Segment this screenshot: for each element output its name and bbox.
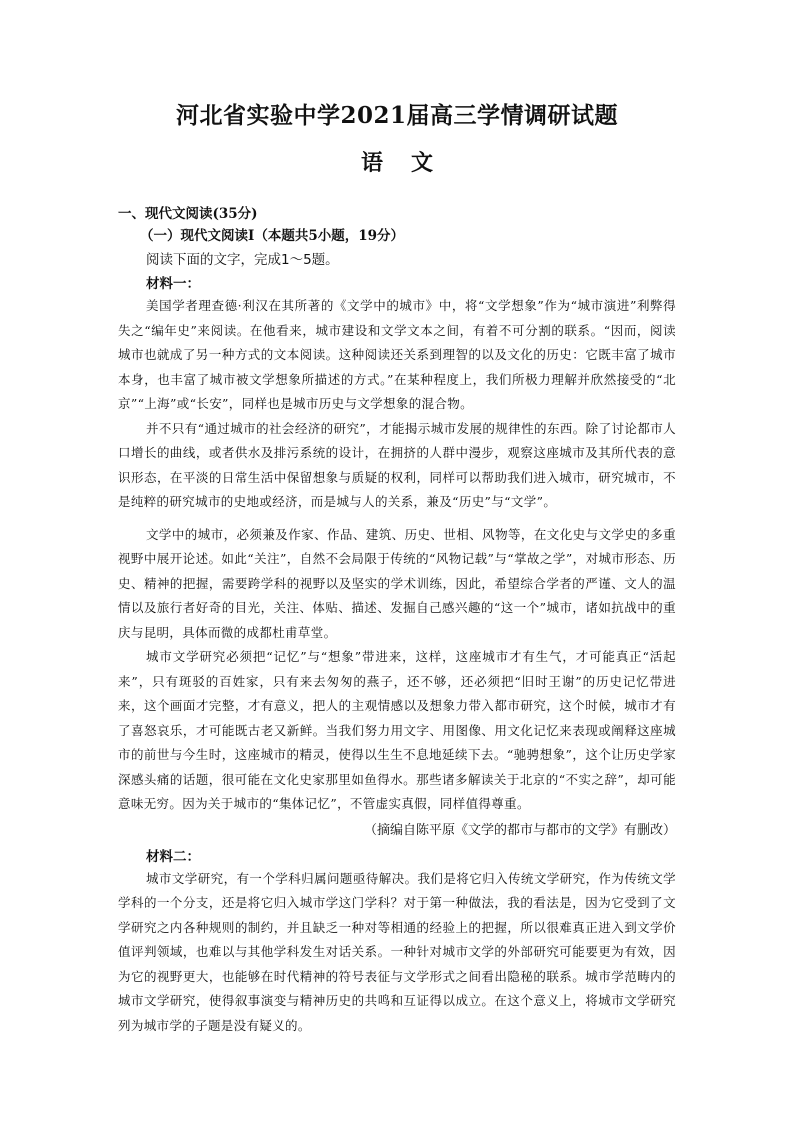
material2-paragraph: 城市文学研究，有一个学科归属问题亟待解决。我们是将它归入传统文学研究，作为传统文学学科的一个分支，还是将它归入城市学这门学科？对于第一种做法，我的看法是，因为它受到了文学研究之内各种规则的制约，并且缺乏一种对等相通的经验上的把握，所以很难真正进入到文学价值评判领域，也难以与其他学科发生对话关系。一种针对城市文学的外部研究可能要更为有效，因为它的视野更大，也能够在时代精神的符号表征与文学形式之间看出隐秘的联系。城市学范畴内的城市文学研究，使得叙事演变与精神历史的共鸣和互证得以成立。在这个意义上，将城市文学研究列为城市学的子题是没有疑义的。 — [118, 870, 676, 1033]
material1-label: 材料一： — [146, 276, 200, 292]
section-heading: 一、现代文阅读(35分) — [118, 206, 258, 222]
section-subheading: （一）现代文阅读Ⅰ（本题共5小题，19分） — [140, 228, 404, 244]
section-instruction: 阅读下面的文字，完成1～5题。 — [146, 252, 339, 268]
material1-source: （摘编自陈平原《文学的都市与都市的文学》有删改） — [363, 822, 676, 838]
material1-paragraph: 城市文学研究必须把“记忆”与“想象”带进来，这样，这座城市才有生气，才可能真正“活起来”，只有斑驳的百姓家，只有来去匆匆的燕子，还不够，还必须把“旧时王谢”的历史记忆带进来，这个画面才完整，才有意义，把人的主观情感以及想象力带入都市研究，这个时候，城市才有了喜怒哀乐，才可能既古老又新鲜。当我们努力用文字、用图像、用文化记忆来表现或阐释这座城市的前世与今生时，这座城市的精灵，使得以生生不息地延续下去。“驰骋想象”，这个让历史学家深感头痛的话题，很可能在文化史家那里如鱼得水。那些诸多解读关于北京的“不实之辞”，却可能意味无穷。因为关于城市的“集体记忆”，不管虚实真假，同样值得尊重。 — [118, 649, 676, 811]
material1-paragraph: 文学中的城市，必须兼及作家、作品、建筑、历史、世相、风物等，在文化史与文学史的多重视野中展开论述。如此“关注”，自然不会局限于传统的“风物记载”与“掌故之学”，对城市形态、历史、精神的把握，需要跨学科的视野以及坚实的学术训练，因此，希望综合学者的严谨、文人的温情以及旅行者好奇的目光，关注、体贴、描述、发掘自己感兴趣的“这一个”城市，诸如抗战中的重庆与昆明，具体而微的成都杜甫草堂。 — [118, 526, 676, 640]
subject-char-1: 语 — [360, 150, 383, 176]
material1-paragraph: 美国学者理查德·利汉在其所著的《文学中的城市》中，将“文学想象”作为“城市演进”利弊得失之“编年史”来阅读。在他看来，城市建设和文学文本之间，有着不可分割的联系。“因而，阅读城市也就成了另一种方式的文本阅读。这种阅读还关系到理智的以及文化的历史：它既丰富了城市本身，也丰富了城市被文学想象所描述的方式。”在某种程度上，我们所极力理解并欣然接受的“北京”“上海”或“长安”，同样也是城市历史与文学想象的混合物。 — [118, 298, 676, 411]
material1-paragraph: 并不只有“通过城市的社会经济的研究”，才能揭示城市发展的规律性的东西。除了讨论都市人口增长的曲线，或者供水及排污系统的设计，在拥挤的人群中漫步，观察这座城市及其所代表的意识形态，在平淡的日常生活中保留想象与质疑的权利，同样可以帮助我们进入城市，研究城市，不是纯粹的研究城市的史地或经济，而是城与人的关系，兼及“历史”与“文学”。 — [118, 420, 676, 509]
material2-label: 材料二： — [146, 848, 200, 865]
subject-title — [118, 148, 676, 178]
subject-char-2: 文 — [411, 150, 434, 176]
exam-title: 河北省实验中学2021届高三学情调研试题 — [175, 102, 618, 129]
